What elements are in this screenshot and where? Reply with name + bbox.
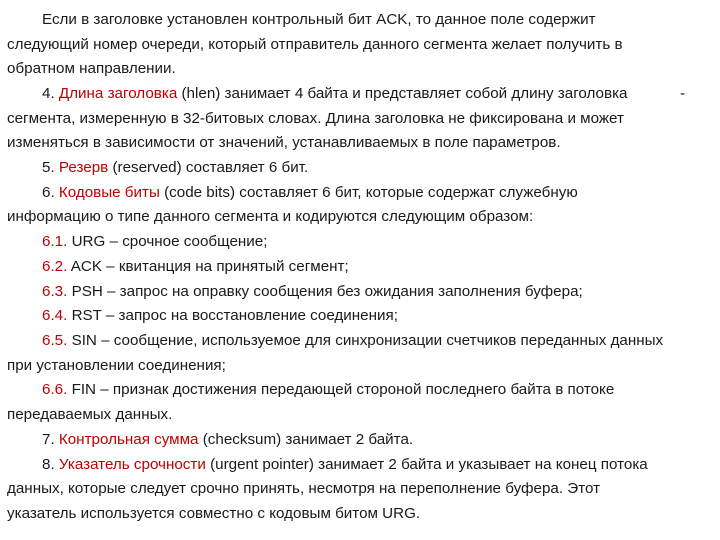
sub-item-number: 6.2.: [42, 258, 68, 275]
section-header-line: 7. Контрольная сумма (checksum) занимает 2 байта.: [42, 431, 414, 448]
term-highlight: Длина заголовка: [58, 85, 178, 102]
sub-item-line: 6.3. PSH – запрос на оправку сообщения без ожидания заполнения буфера;: [42, 283, 583, 300]
text-line: сегмента, измеренную в 32-битовых словах. Длина заголовка не фиксирована и может: [7, 110, 624, 127]
sub-item-number: 6.5.: [42, 332, 68, 349]
term-highlight: Контрольная сумма: [58, 431, 199, 448]
sub-item-number: 6.3.: [42, 283, 68, 300]
sub-item-line: 6.2. ACK – квитанция на принятый сегмент;: [42, 258, 349, 275]
text-line: информацию о типе данного сегмента и кодируются следующим образом:: [7, 208, 534, 225]
trailing-dash: -: [680, 85, 686, 102]
sub-item-line: 6.5. SIN – сообщение, используемое для синхронизации счетчиков переданных данных: [42, 332, 664, 349]
sub-item-line: 6.4. RST – запрос на восстановление соединения;: [42, 307, 398, 324]
sub-item-number: 6.4.: [42, 307, 68, 324]
text-line: указатель используется совместно с кодовым битом URG.: [7, 505, 421, 522]
text-line: изменяться в зависимости от значений, устанавливаемых в поле параметров.: [7, 134, 561, 151]
sub-item-number: 6.6.: [42, 381, 68, 398]
sub-item-line: 6.1. URG – срочное сообщение;: [42, 233, 268, 250]
term-highlight: Указатель срочности: [58, 456, 206, 473]
section-header-line: 8. Указатель срочности (urgent pointer) занимает 2 байта и указывает на конец потока: [42, 456, 648, 473]
text-line: следующий номер очереди, который отправитель данного сегмента желает получить в: [7, 36, 623, 53]
text-line: передаваемых данных.: [7, 406, 173, 423]
text-line: данных, которые следует срочно принять, несмотря на переполнение буфера. Этот: [7, 480, 601, 497]
text-line: при установлении соединения;: [7, 357, 226, 374]
sub-item-number: 6.1.: [42, 233, 68, 250]
term-highlight: Кодовые биты: [58, 184, 160, 201]
section-header-line: 5. Резерв (reserved) составляет 6 бит.: [42, 159, 309, 176]
sub-item-line: 6.6. FIN – признак достижения передающей стороной последнего байта в потоке: [42, 381, 615, 398]
section-header-line: 6. Кодовые биты (code bits) составляет 6 бит, которые содержат служебную: [42, 184, 578, 201]
section-header-line: 4. Длина заголовка (hlen) занимает 4 байта и представляет собой длину заголовка: [42, 85, 628, 102]
term-highlight: Резерв: [58, 159, 109, 176]
text-line: Если в заголовке установлен контрольный бит ACK, то данное поле содержит: [42, 11, 596, 28]
text-line: обратном направлении.: [7, 60, 176, 77]
